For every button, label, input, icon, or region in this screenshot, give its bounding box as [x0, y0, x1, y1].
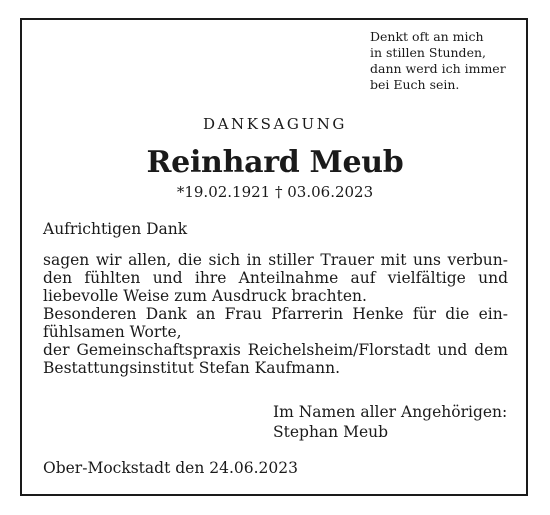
body-line: fühlsamen Worte, [43, 323, 182, 341]
place-date: Ober-Mockstadt den 24.06.2023 [43, 459, 298, 477]
poem-line: dann werd ich immer [370, 61, 506, 76]
body-line: der Gemeinschaftspraxis Reichelsheim/Florstadt und dem [43, 341, 508, 359]
poem-line: bei Euch sein. [370, 77, 460, 92]
life-dates: *19.02.1921 † 03.06.2023 [176, 183, 374, 201]
signer-name: Stephan Meub [273, 423, 389, 441]
greeting-line: Aufrichtigen Dank [43, 220, 188, 238]
poem-line: Denkt oft an mich [370, 29, 484, 44]
body-line: Besonderen Dank an Frau Pfarrerin Henke für die ein- [43, 305, 508, 323]
body-line: Bestattungsinstitut Stefan Kaufmann. [43, 359, 341, 377]
poem-line: in stillen Stunden, [370, 45, 486, 60]
notice-heading: DANKSAGUNG [202, 115, 348, 133]
body-line: liebevolle Weise zum Ausdruck brachten. [43, 287, 367, 305]
body-line: sagen wir allen, die sich in stiller Trauer mit uns verbun- [43, 251, 508, 269]
thanks-body [43, 251, 508, 377]
body-line: den fühlten und ihre Anteilnahme auf vielfältige und [43, 269, 508, 287]
deceased-name: Reinhard Meub [146, 145, 404, 180]
memorial-poem [370, 29, 506, 93]
signoff-line: Im Namen aller Angehörigen: [273, 403, 508, 421]
signature-block [273, 402, 507, 442]
